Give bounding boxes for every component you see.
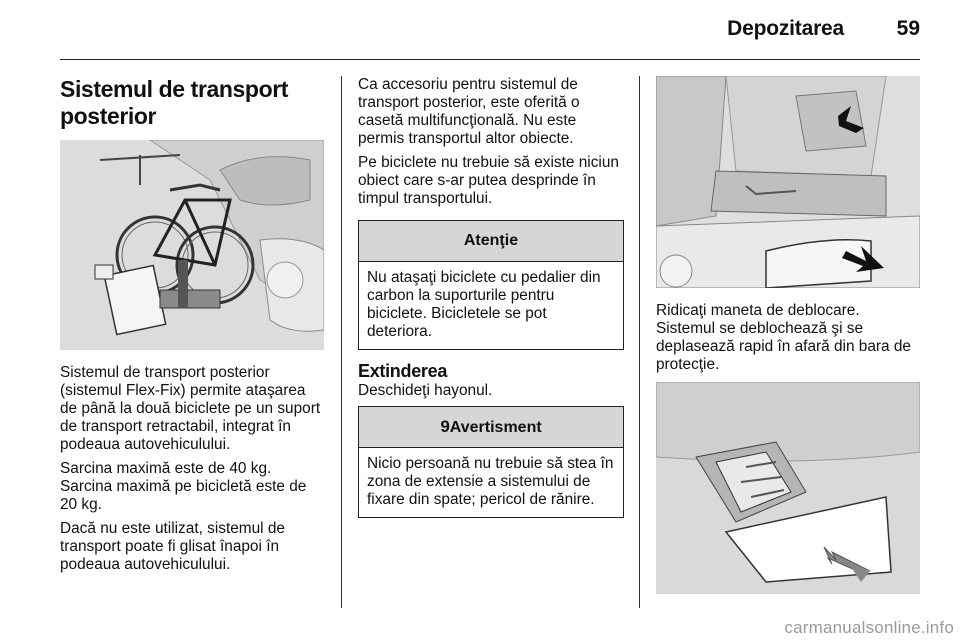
column-2	[358, 76, 624, 518]
trunk-release-figure	[656, 76, 920, 288]
caution-heading: Atenţie	[359, 221, 623, 262]
paragraph: Ridicaţi maneta de deblocare. Sistemul se deblochează şi se deplasează rapid în afară din bara de protecţie.	[656, 302, 911, 373]
column-1	[60, 76, 326, 580]
paragraph: Sarcina maximă este de 40 kg. Sarcina maximă pe bicicletă este de 20 kg.	[60, 460, 307, 513]
caution-box	[358, 220, 624, 350]
warning-heading: Avertisment	[449, 419, 542, 436]
page-header	[0, 0, 960, 60]
warning-icon: 9	[440, 417, 450, 436]
subsection-title: Extinderea	[358, 361, 448, 381]
column-3	[656, 76, 922, 594]
paragraph: Dacă nu este utilizat, sistemul de transport poate fi glisat înapoi în podeaua autovehiculului.	[60, 520, 285, 573]
warning-heading-row	[359, 407, 623, 448]
paragraph: Ca accesoriu pentru sistemul de transport posterior, este oferită o casetă multifuncţională. Nu este permis transportul altor obiecte.	[358, 76, 580, 147]
section-title: Sistemul de transport posterior	[60, 76, 289, 129]
carrier-extension-figure	[656, 382, 920, 594]
header-title: Depozitarea	[727, 17, 844, 40]
column-divider-1	[341, 76, 342, 608]
column-divider-2	[639, 76, 640, 608]
bike-carrier-figure	[60, 140, 324, 350]
warning-text: Nicio persoană nu trebuie să stea în zona de extensie a sistemului de fixare din spate; pericol de rănire.	[367, 455, 614, 508]
paragraph: Pe biciclete nu trebuie să existe niciun obiect care s-ar putea desprinde în timpul transportului.	[358, 154, 619, 207]
page-number: 59	[896, 17, 920, 40]
header-rule	[60, 59, 920, 60]
caution-text: Nu ataşaţi biciclete cu pedalier din carbon la suporturile pentru biciclete. Bicicletele se pot deteriora.	[367, 269, 601, 340]
warning-box	[358, 406, 624, 518]
subsection-text: Deschideţi hayonul.	[358, 382, 493, 399]
paragraph: Sistemul de transport posterior (sistemul Flex-Fix) permite ataşarea de până la două biciclete pe un suport de transport retractabil, integrat în podeaua autovehiculului.	[60, 364, 321, 453]
watermark: carmanualsonline.info	[784, 618, 954, 637]
